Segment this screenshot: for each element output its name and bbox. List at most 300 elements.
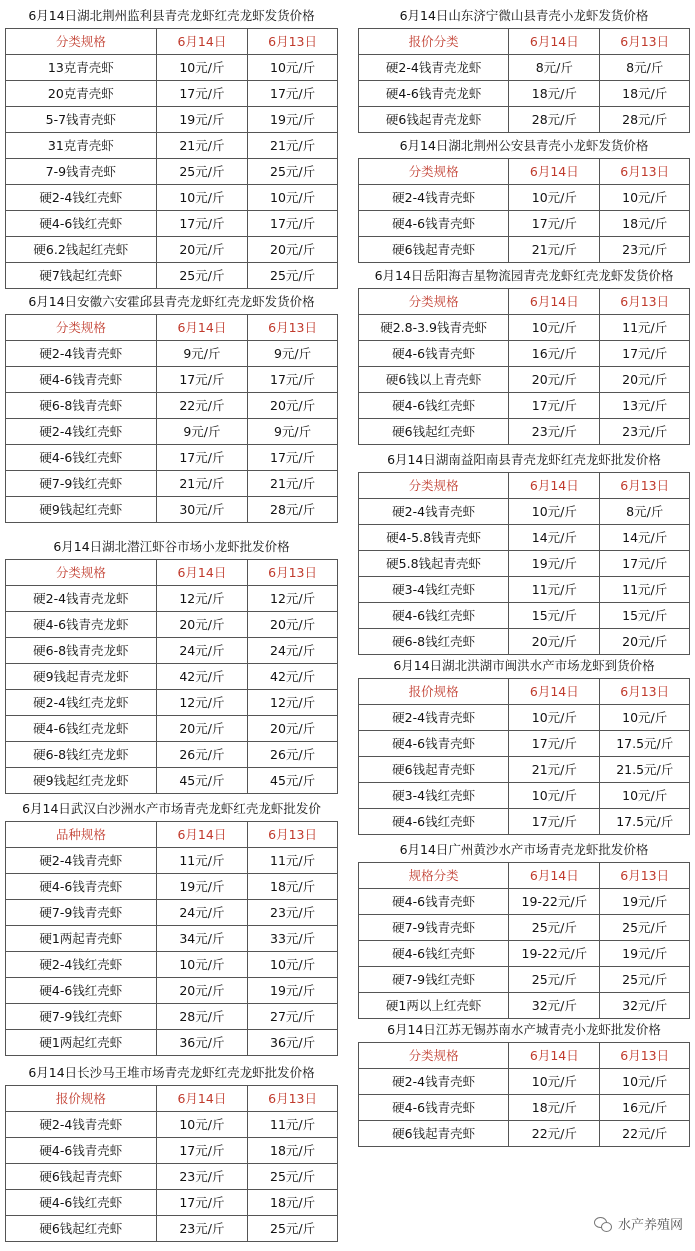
price-cell: 9元/斤 — [156, 419, 247, 445]
spec-cell: 硬2-4钱红壳龙虾 — [6, 690, 157, 716]
table-row — [359, 419, 690, 445]
price-cell: 24元/斤 — [156, 638, 247, 664]
price-cell: 23元/斤 — [509, 419, 600, 445]
column-header: 6月14日 — [509, 863, 600, 889]
price-block — [5, 1061, 338, 1242]
table-header-row — [359, 679, 690, 705]
table-row — [359, 55, 690, 81]
column-header: 6月13日 — [600, 159, 690, 185]
price-cell: 18元/斤 — [248, 874, 338, 900]
price-block — [358, 448, 690, 655]
price-cell: 26元/斤 — [156, 742, 247, 768]
table-header-row — [359, 473, 690, 499]
price-cell: 19元/斤 — [248, 978, 338, 1004]
price-cell: 16元/斤 — [509, 341, 600, 367]
price-cell: 17元/斤 — [509, 809, 600, 835]
price-cell: 25元/斤 — [248, 263, 338, 289]
table-row — [6, 1164, 338, 1190]
spec-cell: 硬4-6钱红壳虾 — [6, 1190, 157, 1216]
table-row — [6, 497, 338, 523]
price-cell: 45元/斤 — [156, 768, 247, 794]
table-header-row — [359, 29, 690, 55]
price-cell: 17元/斤 — [156, 1190, 247, 1216]
price-table — [358, 678, 690, 835]
price-cell: 18元/斤 — [248, 1190, 338, 1216]
price-cell: 11元/斤 — [600, 577, 690, 603]
price-cell: 25元/斤 — [156, 159, 247, 185]
price-cell: 17元/斤 — [509, 393, 600, 419]
block-title: 6月14日湖北荆州监利县青壳龙虾红壳龙虾发货价格 — [28, 8, 315, 23]
table-row — [359, 783, 690, 809]
price-cell: 26元/斤 — [248, 742, 338, 768]
price-cell: 28元/斤 — [509, 107, 600, 133]
price-cell: 17元/斤 — [156, 81, 247, 107]
price-cell: 21元/斤 — [248, 133, 338, 159]
price-cell: 19元/斤 — [156, 107, 247, 133]
price-cell: 17元/斤 — [600, 341, 690, 367]
price-cell: 36元/斤 — [248, 1030, 338, 1056]
table-row — [6, 393, 338, 419]
price-cell: 19元/斤 — [600, 941, 690, 967]
price-cell: 32元/斤 — [600, 993, 690, 1019]
spec-cell: 31克青壳虾 — [6, 133, 157, 159]
table-row — [6, 471, 338, 497]
spec-cell: 硬2-4钱红壳虾 — [6, 185, 157, 211]
column-header: 分类规格 — [359, 159, 509, 185]
price-cell: 10元/斤 — [156, 185, 247, 211]
price-cell: 10元/斤 — [248, 185, 338, 211]
price-cell: 18元/斤 — [509, 1095, 600, 1121]
price-cell: 11元/斤 — [248, 848, 338, 874]
column-header: 规格分类 — [359, 863, 509, 889]
column-header: 6月14日 — [509, 1043, 600, 1069]
price-cell: 21元/斤 — [509, 237, 600, 263]
table-header-row — [359, 159, 690, 185]
price-cell: 10元/斤 — [600, 705, 690, 731]
price-cell: 19元/斤 — [509, 551, 600, 577]
spec-cell: 硬2-4钱青壳虾 — [6, 341, 157, 367]
price-cell: 12元/斤 — [156, 690, 247, 716]
table-row — [6, 55, 338, 81]
spec-cell: 硬6钱起青壳龙虾 — [359, 107, 509, 133]
table-row — [6, 81, 338, 107]
spec-cell: 硬4-6钱青壳虾 — [359, 211, 509, 237]
price-cell: 42元/斤 — [156, 664, 247, 690]
price-cell: 33元/斤 — [248, 926, 338, 952]
price-cell: 17元/斤 — [248, 445, 338, 471]
price-block — [5, 797, 338, 1056]
table-row — [359, 731, 690, 757]
table-row — [6, 445, 338, 471]
price-cell: 30元/斤 — [156, 497, 247, 523]
spec-cell: 硬4-6钱青壳虾 — [359, 341, 509, 367]
table-row — [359, 499, 690, 525]
table-row — [359, 315, 690, 341]
price-cell: 12元/斤 — [156, 586, 247, 612]
block-title: 6月14日湖南益阳南县青壳龙虾红壳龙虾批发价格 — [387, 452, 661, 467]
price-cell: 12元/斤 — [248, 586, 338, 612]
block-title: 6月14日湖北潜江虾谷市场小龙虾批发价格 — [53, 539, 290, 554]
price-cell: 8元/斤 — [600, 499, 690, 525]
column-header: 报价分类 — [359, 29, 509, 55]
spec-cell: 硬6.2钱起红壳虾 — [6, 237, 157, 263]
price-block — [358, 264, 690, 445]
table-row — [6, 211, 338, 237]
price-cell: 21元/斤 — [509, 757, 600, 783]
block-title: 6月14日安徽六安霍邱县青壳龙虾红壳龙虾发货价格 — [28, 294, 315, 309]
column-header: 6月14日 — [509, 159, 600, 185]
price-cell: 21元/斤 — [156, 133, 247, 159]
spec-cell: 硬6-8钱红壳虾 — [359, 629, 509, 655]
spec-cell: 硬4-6钱红壳虾 — [359, 809, 509, 835]
price-cell: 25元/斤 — [600, 967, 690, 993]
spec-cell: 硬4-6钱青壳虾 — [6, 367, 157, 393]
price-cell: 25元/斤 — [248, 1216, 338, 1242]
price-table — [358, 1042, 690, 1147]
spec-cell: 硬6钱起青壳虾 — [359, 1121, 509, 1147]
table-row — [6, 1190, 338, 1216]
table-header-row — [359, 289, 690, 315]
spec-cell: 硬3-4钱红壳虾 — [359, 783, 509, 809]
price-block — [358, 134, 690, 263]
table-header-row — [6, 560, 338, 586]
spec-cell: 硬2.8-3.9钱青壳虾 — [359, 315, 509, 341]
price-cell: 17元/斤 — [248, 211, 338, 237]
spec-cell: 硬4-6钱红壳虾 — [6, 211, 157, 237]
table-row — [359, 757, 690, 783]
table-row — [6, 159, 338, 185]
price-cell: 10元/斤 — [248, 55, 338, 81]
price-cell: 22元/斤 — [509, 1121, 600, 1147]
column-header: 品种规格 — [6, 822, 157, 848]
column-header: 6月13日 — [248, 315, 338, 341]
price-cell: 22元/斤 — [600, 1121, 690, 1147]
spec-cell: 硬1两以上红壳虾 — [359, 993, 509, 1019]
spec-cell: 硬9钱起红壳虾 — [6, 497, 157, 523]
table-row — [359, 941, 690, 967]
table-row — [6, 1138, 338, 1164]
price-cell: 9元/斤 — [248, 341, 338, 367]
price-cell: 20元/斤 — [156, 612, 247, 638]
table-row — [6, 612, 338, 638]
price-cell: 17元/斤 — [156, 367, 247, 393]
price-cell: 8元/斤 — [600, 55, 690, 81]
spec-cell: 硬7-9钱青壳虾 — [6, 900, 157, 926]
spec-cell: 硬4-6钱青壳虾 — [359, 1095, 509, 1121]
price-cell: 25元/斤 — [156, 263, 247, 289]
price-cell: 25元/斤 — [600, 915, 690, 941]
price-cell: 16元/斤 — [600, 1095, 690, 1121]
block-title: 6月14日岳阳海吉星物流园青壳龙虾红壳龙虾发货价格 — [374, 268, 674, 283]
price-cell: 20元/斤 — [156, 716, 247, 742]
price-cell: 18元/斤 — [600, 81, 690, 107]
block-title: 6月14日长沙马王堆市场青壳龙虾红壳龙虾批发价格 — [28, 1065, 315, 1080]
price-cell: 9元/斤 — [156, 341, 247, 367]
price-cell: 20元/斤 — [248, 716, 338, 742]
spec-cell: 硬4-6钱红壳虾 — [6, 445, 157, 471]
price-cell: 15元/斤 — [509, 603, 600, 629]
spec-cell: 硬2-4钱青壳龙虾 — [359, 55, 509, 81]
table-row — [6, 848, 338, 874]
spec-cell: 硬1两起红壳虾 — [6, 1030, 157, 1056]
price-cell: 10元/斤 — [509, 315, 600, 341]
price-cell: 23元/斤 — [156, 1216, 247, 1242]
price-cell: 42元/斤 — [248, 664, 338, 690]
wechat-icon — [594, 1217, 612, 1231]
price-cell: 17元/斤 — [509, 211, 600, 237]
price-cell: 22元/斤 — [156, 393, 247, 419]
price-cell: 20元/斤 — [600, 629, 690, 655]
table-row — [359, 603, 690, 629]
price-cell: 20元/斤 — [156, 978, 247, 1004]
price-cell: 21.5元/斤 — [600, 757, 690, 783]
table-row — [359, 577, 690, 603]
price-cell: 13元/斤 — [600, 393, 690, 419]
price-cell: 20元/斤 — [509, 629, 600, 655]
table-row — [359, 967, 690, 993]
table-row — [6, 638, 338, 664]
table-row — [359, 705, 690, 731]
price-table — [5, 28, 338, 289]
price-cell: 19元/斤 — [600, 889, 690, 915]
table-row — [359, 1095, 690, 1121]
table-row — [6, 237, 338, 263]
price-cell: 18元/斤 — [600, 211, 690, 237]
price-cell: 18元/斤 — [509, 81, 600, 107]
table-row — [359, 81, 690, 107]
spec-cell: 硬4-6钱红壳虾 — [359, 393, 509, 419]
price-cell: 11元/斤 — [248, 1112, 338, 1138]
spec-cell: 硬4-6钱青壳虾 — [359, 889, 509, 915]
spec-cell: 硬9钱起红壳龙虾 — [6, 768, 157, 794]
price-cell: 17.5元/斤 — [600, 809, 690, 835]
spec-cell: 硬4-5.8钱青壳虾 — [359, 525, 509, 551]
price-block — [358, 4, 690, 133]
price-block — [5, 4, 338, 289]
price-cell: 17元/斤 — [156, 1138, 247, 1164]
price-cell: 14元/斤 — [509, 525, 600, 551]
price-cell: 17元/斤 — [600, 551, 690, 577]
price-block — [358, 1018, 690, 1147]
table-row — [6, 586, 338, 612]
price-cell: 20元/斤 — [248, 237, 338, 263]
table-row — [359, 185, 690, 211]
table-row — [6, 926, 338, 952]
price-cell: 10元/斤 — [509, 185, 600, 211]
spec-cell: 硬6-8钱青壳虾 — [6, 393, 157, 419]
spec-cell: 硬7-9钱青壳虾 — [359, 915, 509, 941]
spec-cell: 硬2-4钱青壳虾 — [6, 848, 157, 874]
table-row — [359, 993, 690, 1019]
price-cell: 10元/斤 — [509, 1069, 600, 1095]
column-header: 6月14日 — [509, 473, 600, 499]
column-header: 分类规格 — [6, 560, 157, 586]
column-header: 6月13日 — [600, 1043, 690, 1069]
price-cell: 20元/斤 — [248, 612, 338, 638]
spec-cell: 硬3-4钱红壳虾 — [359, 577, 509, 603]
table-row — [6, 742, 338, 768]
column-header: 6月14日 — [156, 1086, 247, 1112]
price-cell: 25元/斤 — [509, 967, 600, 993]
table-header-row — [6, 315, 338, 341]
price-table — [358, 158, 690, 263]
spec-cell: 硬6钱起红壳虾 — [6, 1216, 157, 1242]
price-cell: 34元/斤 — [156, 926, 247, 952]
price-cell: 20元/斤 — [248, 393, 338, 419]
price-cell: 28元/斤 — [600, 107, 690, 133]
column-header: 6月14日 — [156, 315, 247, 341]
column-header: 6月13日 — [600, 863, 690, 889]
table-row — [359, 211, 690, 237]
price-cell: 21元/斤 — [248, 471, 338, 497]
spec-cell: 硬7-9钱红壳虾 — [6, 471, 157, 497]
column-header: 6月13日 — [600, 473, 690, 499]
price-cell: 27元/斤 — [248, 1004, 338, 1030]
price-cell: 25元/斤 — [248, 159, 338, 185]
block-title: 6月14日湖北洪湖市闽洪水产市场龙虾到货价格 — [393, 658, 655, 673]
spec-cell: 硬4-6钱红壳虾 — [359, 603, 509, 629]
spec-cell: 硬4-6钱红壳虾 — [6, 978, 157, 1004]
column-header: 6月14日 — [156, 560, 247, 586]
spec-cell: 硬4-6钱青壳龙虾 — [6, 612, 157, 638]
price-table — [5, 314, 338, 523]
spec-cell: 硬9钱起青壳龙虾 — [6, 664, 157, 690]
block-title: 6月14日湖北荆州公安县青壳小龙虾发货价格 — [399, 138, 649, 153]
price-cell: 10元/斤 — [600, 783, 690, 809]
column-header: 6月13日 — [248, 560, 338, 586]
spec-cell: 硬2-4钱红壳虾 — [6, 419, 157, 445]
table-row — [6, 419, 338, 445]
block-title: 6月14日武汉白沙洲水产市场青壳龙虾红壳龙虾批发价 — [22, 801, 321, 816]
table-row — [6, 107, 338, 133]
spec-cell: 5-7钱青壳虾 — [6, 107, 157, 133]
spec-cell: 硬6钱以上青壳虾 — [359, 367, 509, 393]
price-cell: 14元/斤 — [600, 525, 690, 551]
table-row — [6, 367, 338, 393]
spec-cell: 硬2-4钱青壳虾 — [359, 499, 509, 525]
price-cell: 8元/斤 — [509, 55, 600, 81]
spec-cell: 硬6钱起青壳虾 — [6, 1164, 157, 1190]
spec-cell: 硬7-9钱红壳虾 — [6, 1004, 157, 1030]
table-row — [359, 889, 690, 915]
price-cell: 24元/斤 — [248, 638, 338, 664]
price-block — [5, 290, 338, 523]
spec-cell: 硬2-4钱青壳虾 — [359, 185, 509, 211]
price-table — [5, 821, 338, 1056]
price-table — [358, 288, 690, 445]
table-row — [6, 952, 338, 978]
price-cell: 12元/斤 — [248, 690, 338, 716]
price-cell: 28元/斤 — [156, 1004, 247, 1030]
price-cell: 10元/斤 — [156, 952, 247, 978]
price-cell: 25元/斤 — [248, 1164, 338, 1190]
spec-cell: 13克青壳虾 — [6, 55, 157, 81]
column-header: 6月13日 — [248, 822, 338, 848]
table-row — [6, 1216, 338, 1242]
price-cell: 23元/斤 — [600, 237, 690, 263]
price-cell: 10元/斤 — [156, 55, 247, 81]
price-cell: 10元/斤 — [248, 952, 338, 978]
watermark-text: 水产养殖网 — [617, 1218, 683, 1233]
table-row — [359, 915, 690, 941]
column-header: 报价规格 — [359, 679, 509, 705]
table-header-row — [359, 863, 690, 889]
column-header: 6月13日 — [248, 29, 338, 55]
price-cell: 17元/斤 — [248, 367, 338, 393]
table-row — [6, 341, 338, 367]
price-block — [358, 838, 690, 1019]
spec-cell: 硬2-4钱红壳虾 — [6, 952, 157, 978]
price-cell: 19-22元/斤 — [509, 889, 600, 915]
price-table — [358, 28, 690, 133]
price-cell: 10元/斤 — [600, 1069, 690, 1095]
table-row — [6, 690, 338, 716]
price-cell: 18元/斤 — [248, 1138, 338, 1164]
spec-cell: 硬4-6钱青壳虾 — [6, 1138, 157, 1164]
spec-cell: 20克青壳虾 — [6, 81, 157, 107]
price-cell: 21元/斤 — [156, 471, 247, 497]
table-row — [359, 1069, 690, 1095]
column-header: 6月13日 — [600, 29, 690, 55]
block-title: 6月14日山东济宁微山县青壳小龙虾发货价格 — [399, 8, 649, 23]
column-header: 6月14日 — [156, 822, 247, 848]
spec-cell: 硬6钱起红壳虾 — [359, 419, 509, 445]
price-cell: 45元/斤 — [248, 768, 338, 794]
column-header: 6月14日 — [509, 289, 600, 315]
price-cell: 11元/斤 — [156, 848, 247, 874]
price-cell: 10元/斤 — [509, 783, 600, 809]
price-cell: 19-22元/斤 — [509, 941, 600, 967]
table-row — [6, 1030, 338, 1056]
price-cell: 23元/斤 — [248, 900, 338, 926]
price-cell: 25元/斤 — [509, 915, 600, 941]
spec-cell: 硬4-6钱红壳龙虾 — [6, 716, 157, 742]
table-row — [6, 978, 338, 1004]
block-title: 6月14日江苏无锡苏南水产城青壳小龙虾批发价格 — [387, 1022, 661, 1037]
price-cell: 10元/斤 — [509, 499, 600, 525]
table-header-row — [359, 1043, 690, 1069]
column-header: 6月14日 — [509, 29, 600, 55]
column-header: 分类规格 — [359, 473, 509, 499]
spec-cell: 硬7钱起红壳虾 — [6, 263, 157, 289]
column-header: 分类规格 — [359, 1043, 509, 1069]
price-cell: 19元/斤 — [248, 107, 338, 133]
table-row — [6, 900, 338, 926]
price-cell: 36元/斤 — [156, 1030, 247, 1056]
column-header: 6月14日 — [156, 29, 247, 55]
block-title: 6月14日广州黄沙水产市场青壳龙虾批发价格 — [399, 842, 649, 857]
price-cell: 11元/斤 — [509, 577, 600, 603]
table-row — [359, 1121, 690, 1147]
spec-cell: 硬2-4钱青壳虾 — [6, 1112, 157, 1138]
price-cell: 20元/斤 — [600, 367, 690, 393]
price-cell: 32元/斤 — [509, 993, 600, 1019]
table-row — [6, 768, 338, 794]
table-row — [359, 551, 690, 577]
table-header-row — [6, 29, 338, 55]
column-header: 报价规格 — [6, 1086, 157, 1112]
column-header: 分类规格 — [6, 315, 157, 341]
spec-cell: 硬2-4钱青壳龙虾 — [6, 586, 157, 612]
price-cell: 17元/斤 — [509, 731, 600, 757]
table-row — [359, 367, 690, 393]
price-block — [5, 535, 338, 794]
table-row — [359, 341, 690, 367]
price-cell: 10元/斤 — [600, 185, 690, 211]
table-row — [6, 1112, 338, 1138]
spec-cell: 7-9钱青壳虾 — [6, 159, 157, 185]
spec-cell: 硬7-9钱红壳虾 — [359, 967, 509, 993]
